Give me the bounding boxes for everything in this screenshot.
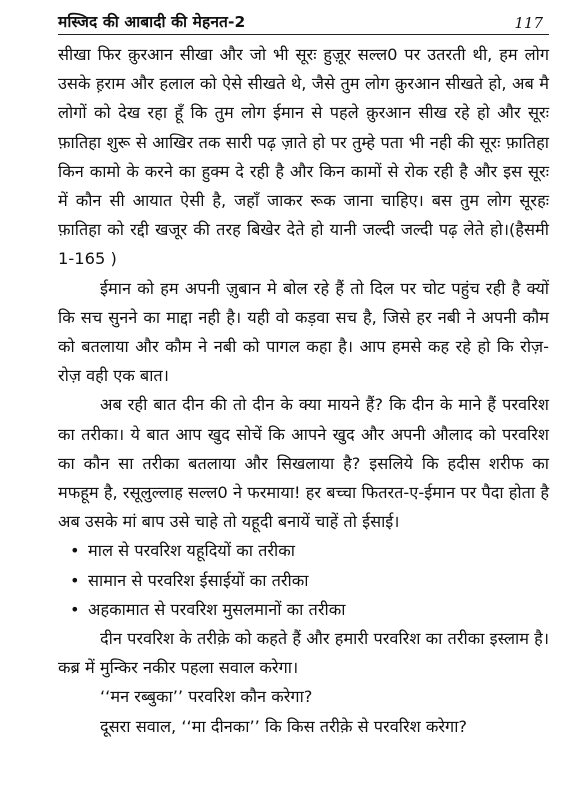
- bullet-text: माल से परवरिश यहूदियों का तरीका: [88, 541, 295, 561]
- header-rule: [58, 34, 549, 35]
- page-number: 117: [514, 14, 543, 32]
- paragraph: दूसरा सवाल, ‘‘मा दीनका’’ कि किस तरीक़े से परवरिश करेगा?: [100, 716, 468, 736]
- bullet-item: [70, 595, 549, 624]
- paragraph-continued: सीखा फिर क़ुरआन सीखा और जो भी सूरः हुज़ूर सल्ल0 पर उतरती थी, हम लोग उसके ह़राम और हलाल को ऐसे सीखते थे, जैसे तुम लोग क़ुरआन सीखते हो, अब मै लोगों को देख रहा हूँ कि तुम लोग ईमान से पहले क़ुरआन सीख रहे हो और सूरः फ़ातिहा शुरू से आखिर तक सारी पढ़ ज़ाते हो पर तुम्हे पता भी नही की सूरः फ़ातिहा किन कामो के करने का हुक्म दे रही है और किन कामों से रोक रही है और इस सूरः में कौन सी आयात ऐसी है, जहाँ जाकर रूक जाना चाहिए। बस तुम लोग सूरहः फ़ातिहा को रद्दी खजूर की तरह बिखेर देते हो यानी जल्दी जल्दी पढ़ लेते हो।(हैसमी 1-165 ): [58, 45, 549, 269]
- bullet-text: अहकामात से परवरिश मुसलमानों का तरीका: [88, 599, 346, 619]
- bullet-item: [70, 566, 549, 595]
- bullet-list: [58, 536, 549, 624]
- bullet-icon: •: [70, 599, 80, 619]
- bullet-text: सामान से परवरिश ईसाईयों का तरीका: [88, 570, 309, 590]
- bullet-icon: •: [70, 541, 80, 561]
- paragraph: ‘‘मन रब्बुका’’ परवरिश कौन करेगा?: [100, 687, 313, 707]
- page-body: [58, 40, 549, 741]
- running-title: मस्जिद की आबादी की मेहनत-2: [58, 13, 246, 31]
- bullet-item: [70, 536, 549, 565]
- paragraph: अब रही बात दीन की तो दीन के क्या मायने हैं? कि दीन के माने हैं परवरिश का तरीका। ये बात आप खुद सोचें कि आपने खुद और अपनी औलाद को परवरिश का कौन सा तरीका बतलाया और सिखलाया है? इसलिये कि हदीस शरीफ का मफहूम है, रसूलुल्लाह सल्ल0 ने फरमाया! हर बच्चा फितरत-ए-ईमान पर पैदा होता है अब उसके मां बाप उसे चाहे तो यहूदी बनायें चाहें तो ईसाई।: [58, 395, 549, 532]
- paragraph: ईमान को हम अपनी ज़ुबान मे बोल रहे हैं तो दिल पर चोट पहुंच रही है क्यों कि सच सुनने का माद्दा नही है। यही वो कड़वा सच है, जिसे हर नबी ने अपनी कौम को बतलाया और कौम ने नबी को पागल कहा है। आप हमसे कह रहे हो कि रोज़-रोज़ वही एक बात।: [58, 278, 549, 386]
- paragraph: दीन परवरिश के तरीक़े को कहते हैं और हमारी परवरिश का तरीका इस्लाम है। कब्र में मुन्किर नकीर पहला सवाल करेगा।: [58, 629, 549, 678]
- bullet-icon: •: [70, 570, 80, 590]
- page-header: [58, 8, 549, 32]
